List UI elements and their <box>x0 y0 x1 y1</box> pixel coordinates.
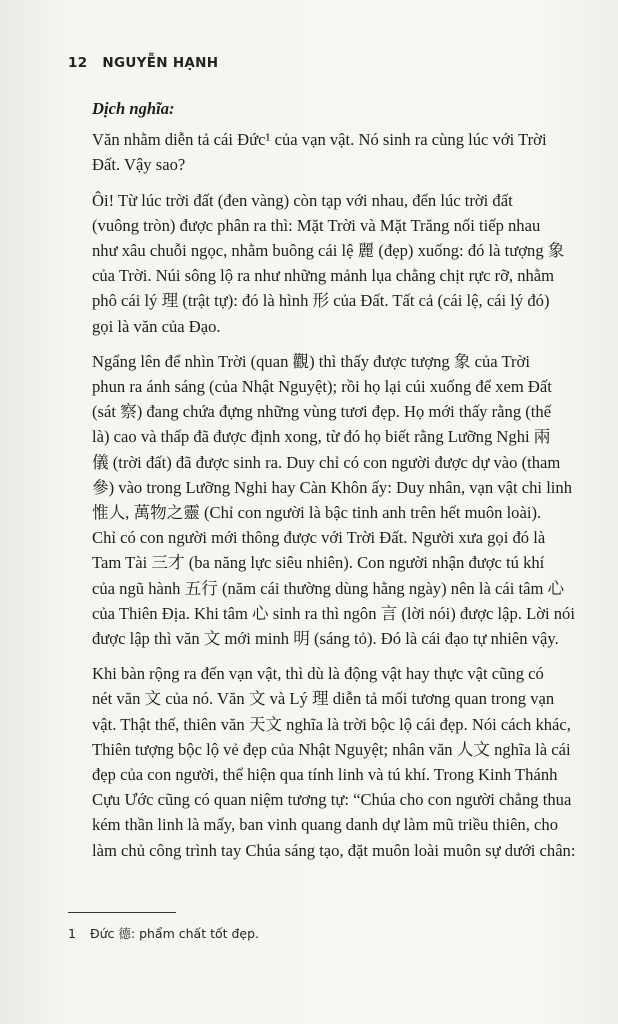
text-line: của Trời. Núi sông lộ ra như những mảnh lụa chằng chịt rực rỡ, nhằm <box>92 266 555 286</box>
footnote <box>68 924 259 942</box>
text-line: như xâu chuỗi ngọc, nhằm buông cái lệ 麗 (đẹp) xuống: đó là tượng 象 <box>92 241 565 261</box>
text-line: 參) vào trong Lưỡng Nghi hay Càn Khôn ấy: Duy nhân, vạn vật chi linh <box>92 477 573 497</box>
footnote-rule <box>68 912 176 913</box>
text-line: (vuông tròn) được phân ra thì: Mặt Trời và Mặt Trăng nối tiếp nhau <box>92 215 541 235</box>
text-line: Văn nhằm diễn tả cái Đức¹ của vạn vật. Nó sinh ra cùng lúc với Trời <box>92 130 547 150</box>
text-line: kém thần linh là mấy, ban vinh quang danh dự làm mũ triều thiên, cho <box>92 815 558 835</box>
text-line: của ngũ hành 五行 (năm cái thường dùng hằng ngày) nên là cái tâm 心 <box>92 578 565 598</box>
text-line: của Thiên Địa. Khi tâm 心 sinh ra thì ngôn 言 (lời nói) được lập. Lời nói <box>92 603 575 623</box>
footnote-number: 1 <box>68 926 76 941</box>
text-line: vật. Thật thế, thiên văn 天文 nghĩa là trời bộc lộ cái đẹp. Nói cách khác, <box>92 714 571 734</box>
text-line: Cựu Ước cũng có quan niệm tương tự: “Chúa cho con người chẳng thua <box>92 790 572 810</box>
page-body <box>92 96 582 873</box>
footnote-text: Đức 德: phẩm chất tốt đẹp. <box>89 926 260 941</box>
text-line: nét văn 文 của nó. Văn 文 và Lý 理 diễn tả mối tương quan trong vạn <box>92 689 555 709</box>
text-line: là) cao và thấp đã được định xong, từ đó họ biết rằng Lưỡng Nghi 兩 <box>92 427 551 447</box>
text-line: Thiên tượng bộc lộ vẻ đẹp của Nhật Nguyệt; nhân văn 人文 nghĩa là cái <box>92 739 571 759</box>
text-line: (sát 察) đang chứa đựng những vùng tươi đẹp. Họ mới thấy rằng (thế <box>92 402 552 422</box>
text-line: làm chủ công trình tay Chúa sáng tạo, đặt muôn loài muôn sự dưới chân: <box>92 840 576 860</box>
text-line: Chỉ có con người mới thông được với Trời Đất. Người xưa gọi đó là <box>92 528 546 548</box>
text-line: Khi bàn rộng ra đến vạn vật, thì dù là động vật hay thực vật cũng có <box>92 664 544 684</box>
author-name: NGUYỄN HẠNH <box>102 55 219 71</box>
paragraph <box>92 349 582 651</box>
text-line: 惟人, 萬物之靈 (Chỉ con người là bậc tinh anh trên hết muôn loài). <box>92 503 542 523</box>
paragraph <box>92 188 582 339</box>
paragraphs <box>92 127 582 863</box>
paragraph <box>92 127 582 177</box>
text-line: phun ra ánh sáng (của Nhật Nguyệt); rồi họ lại cúi xuống để xem Đất <box>92 377 552 397</box>
text-line: được lập thì văn 文 mới minh 明 (sáng tỏ). Đó là cái đạo tự nhiên vậy. <box>92 629 559 649</box>
text-line: 儀 (trời đất) đã được sinh ra. Duy chỉ có con người được dự vào (tham <box>92 452 561 472</box>
text-line: Ngẩng lên để nhìn Trời (quan 觀) thì thấy được tượng 象 của Trời <box>92 351 530 371</box>
text-line: gọi là văn của Đạo. <box>92 316 221 336</box>
section-heading: Dịch nghĩa: <box>92 99 175 118</box>
text-line: Ôi! Từ lúc trời đất (đen vàng) còn tạp với nhau, đến lúc trời đất <box>92 190 513 210</box>
page-number: 12 <box>68 55 88 71</box>
paragraph <box>92 661 582 863</box>
text-line: Tam Tài 三才 (ba năng lực siêu nhiên). Con người nhận được tú khí <box>92 553 545 573</box>
text-line: phô cái lý 理 (trật tự): đó là hình 形 của Đất. Tất cả (cái lệ, cái lý đó) <box>92 291 550 311</box>
running-header <box>68 55 218 71</box>
text-line: đẹp của con người, thể hiện qua tính linh và tú khí. Trong Kinh Thánh <box>92 765 558 785</box>
text-line: Đất. Vậy sao? <box>92 155 186 175</box>
